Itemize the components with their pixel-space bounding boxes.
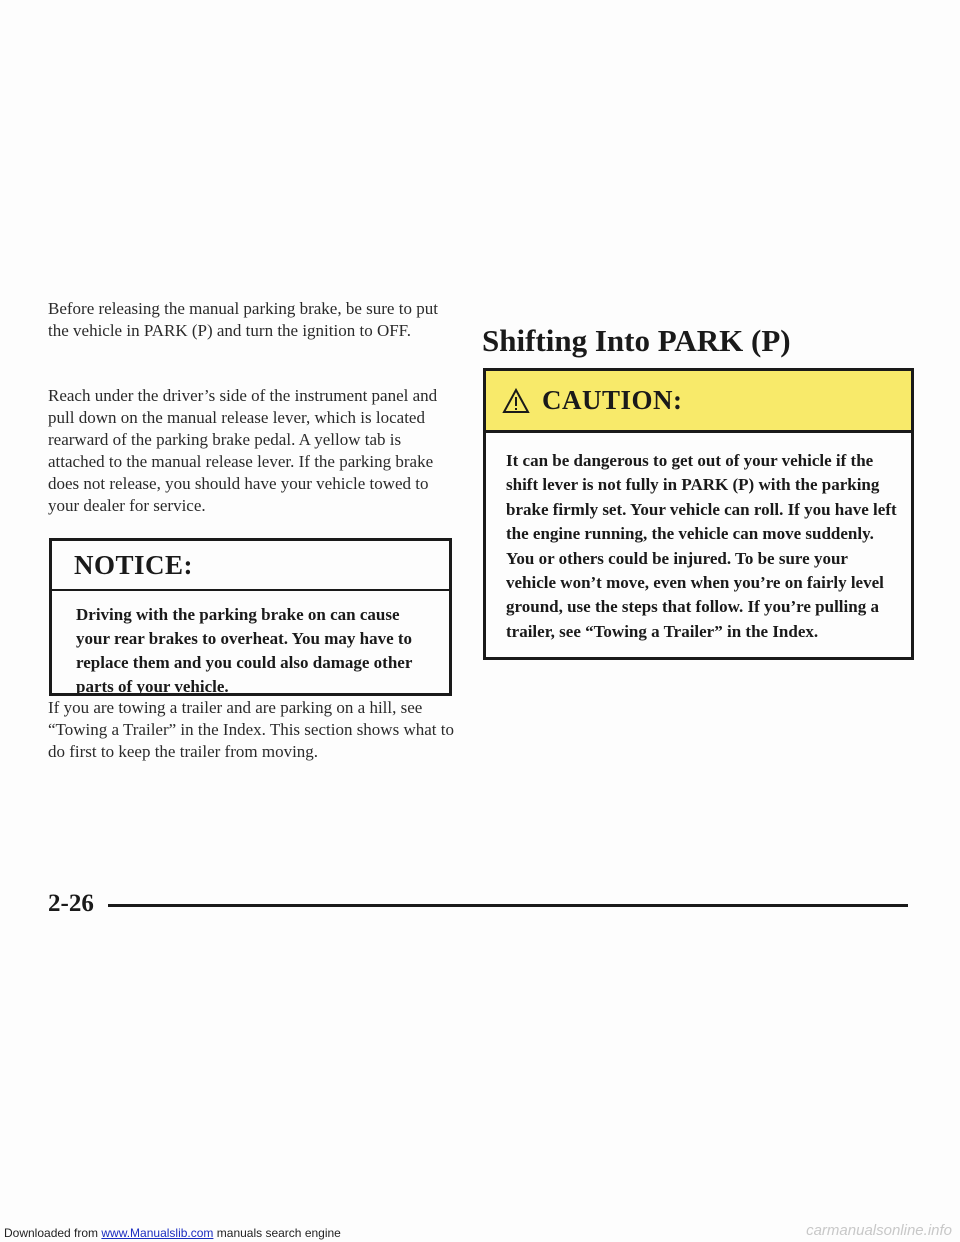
notice-box xyxy=(49,538,452,696)
caution-box xyxy=(483,368,914,660)
site-watermark: carmanualsonline.info xyxy=(806,1222,952,1239)
manualslib-link[interactable]: www.Manualslib.com xyxy=(101,1226,214,1240)
caution-body: It can be dangerous to get out of your vehicle if the shift lever is not fully in PARK (P) with the parking brake firmly set. Your vehicle can roll. If you have left the engine running, the vehicle can move suddenly. You or others could be injured. To be sure your vehicle won’t move, even when you’re on fairly level ground, use the steps that follow. If you’re pulling a trailer, see “Towing a Trailer” in the Index. xyxy=(506,451,897,641)
section-title: Shifting Into PARK (P) xyxy=(482,323,791,358)
caution-title: CAUTION: xyxy=(542,385,683,415)
notice-header xyxy=(52,541,449,591)
warning-triangle-icon xyxy=(502,388,530,414)
notice-body: Driving with the parking brake on can cause your rear brakes to overheat. You may have to replace them and you could also damage other parts of your vehicle. xyxy=(76,605,413,696)
page-number: 2-26 xyxy=(48,890,94,917)
download-watermark xyxy=(4,1226,341,1240)
notice-title: NOTICE: xyxy=(74,549,194,580)
footer-rule xyxy=(108,904,908,907)
intro-paragraph: Before releasing the manual parking brake, be sure to put the vehicle in PARK (P) and turn the ignition to OFF. xyxy=(48,299,438,340)
watermark-suffix: manuals search engine xyxy=(213,1226,341,1240)
caution-header xyxy=(486,371,911,433)
watermark-prefix: Downloaded from xyxy=(4,1226,102,1240)
release-lever-paragraph: Reach under the driver’s side of the instrument panel and pull down on the manual release lever, which is located rearward of the parking brake pedal. A yellow tab is attached to the manual release lever. If the parking brake does not release, you should have your vehicle towed to your dealer for service. xyxy=(48,386,438,515)
towing-paragraph: If you are towing a trailer and are parking on a hill, see “Towing a Trailer” in the Index. This section shows what to do first to keep the trailer from moving. xyxy=(48,698,454,761)
